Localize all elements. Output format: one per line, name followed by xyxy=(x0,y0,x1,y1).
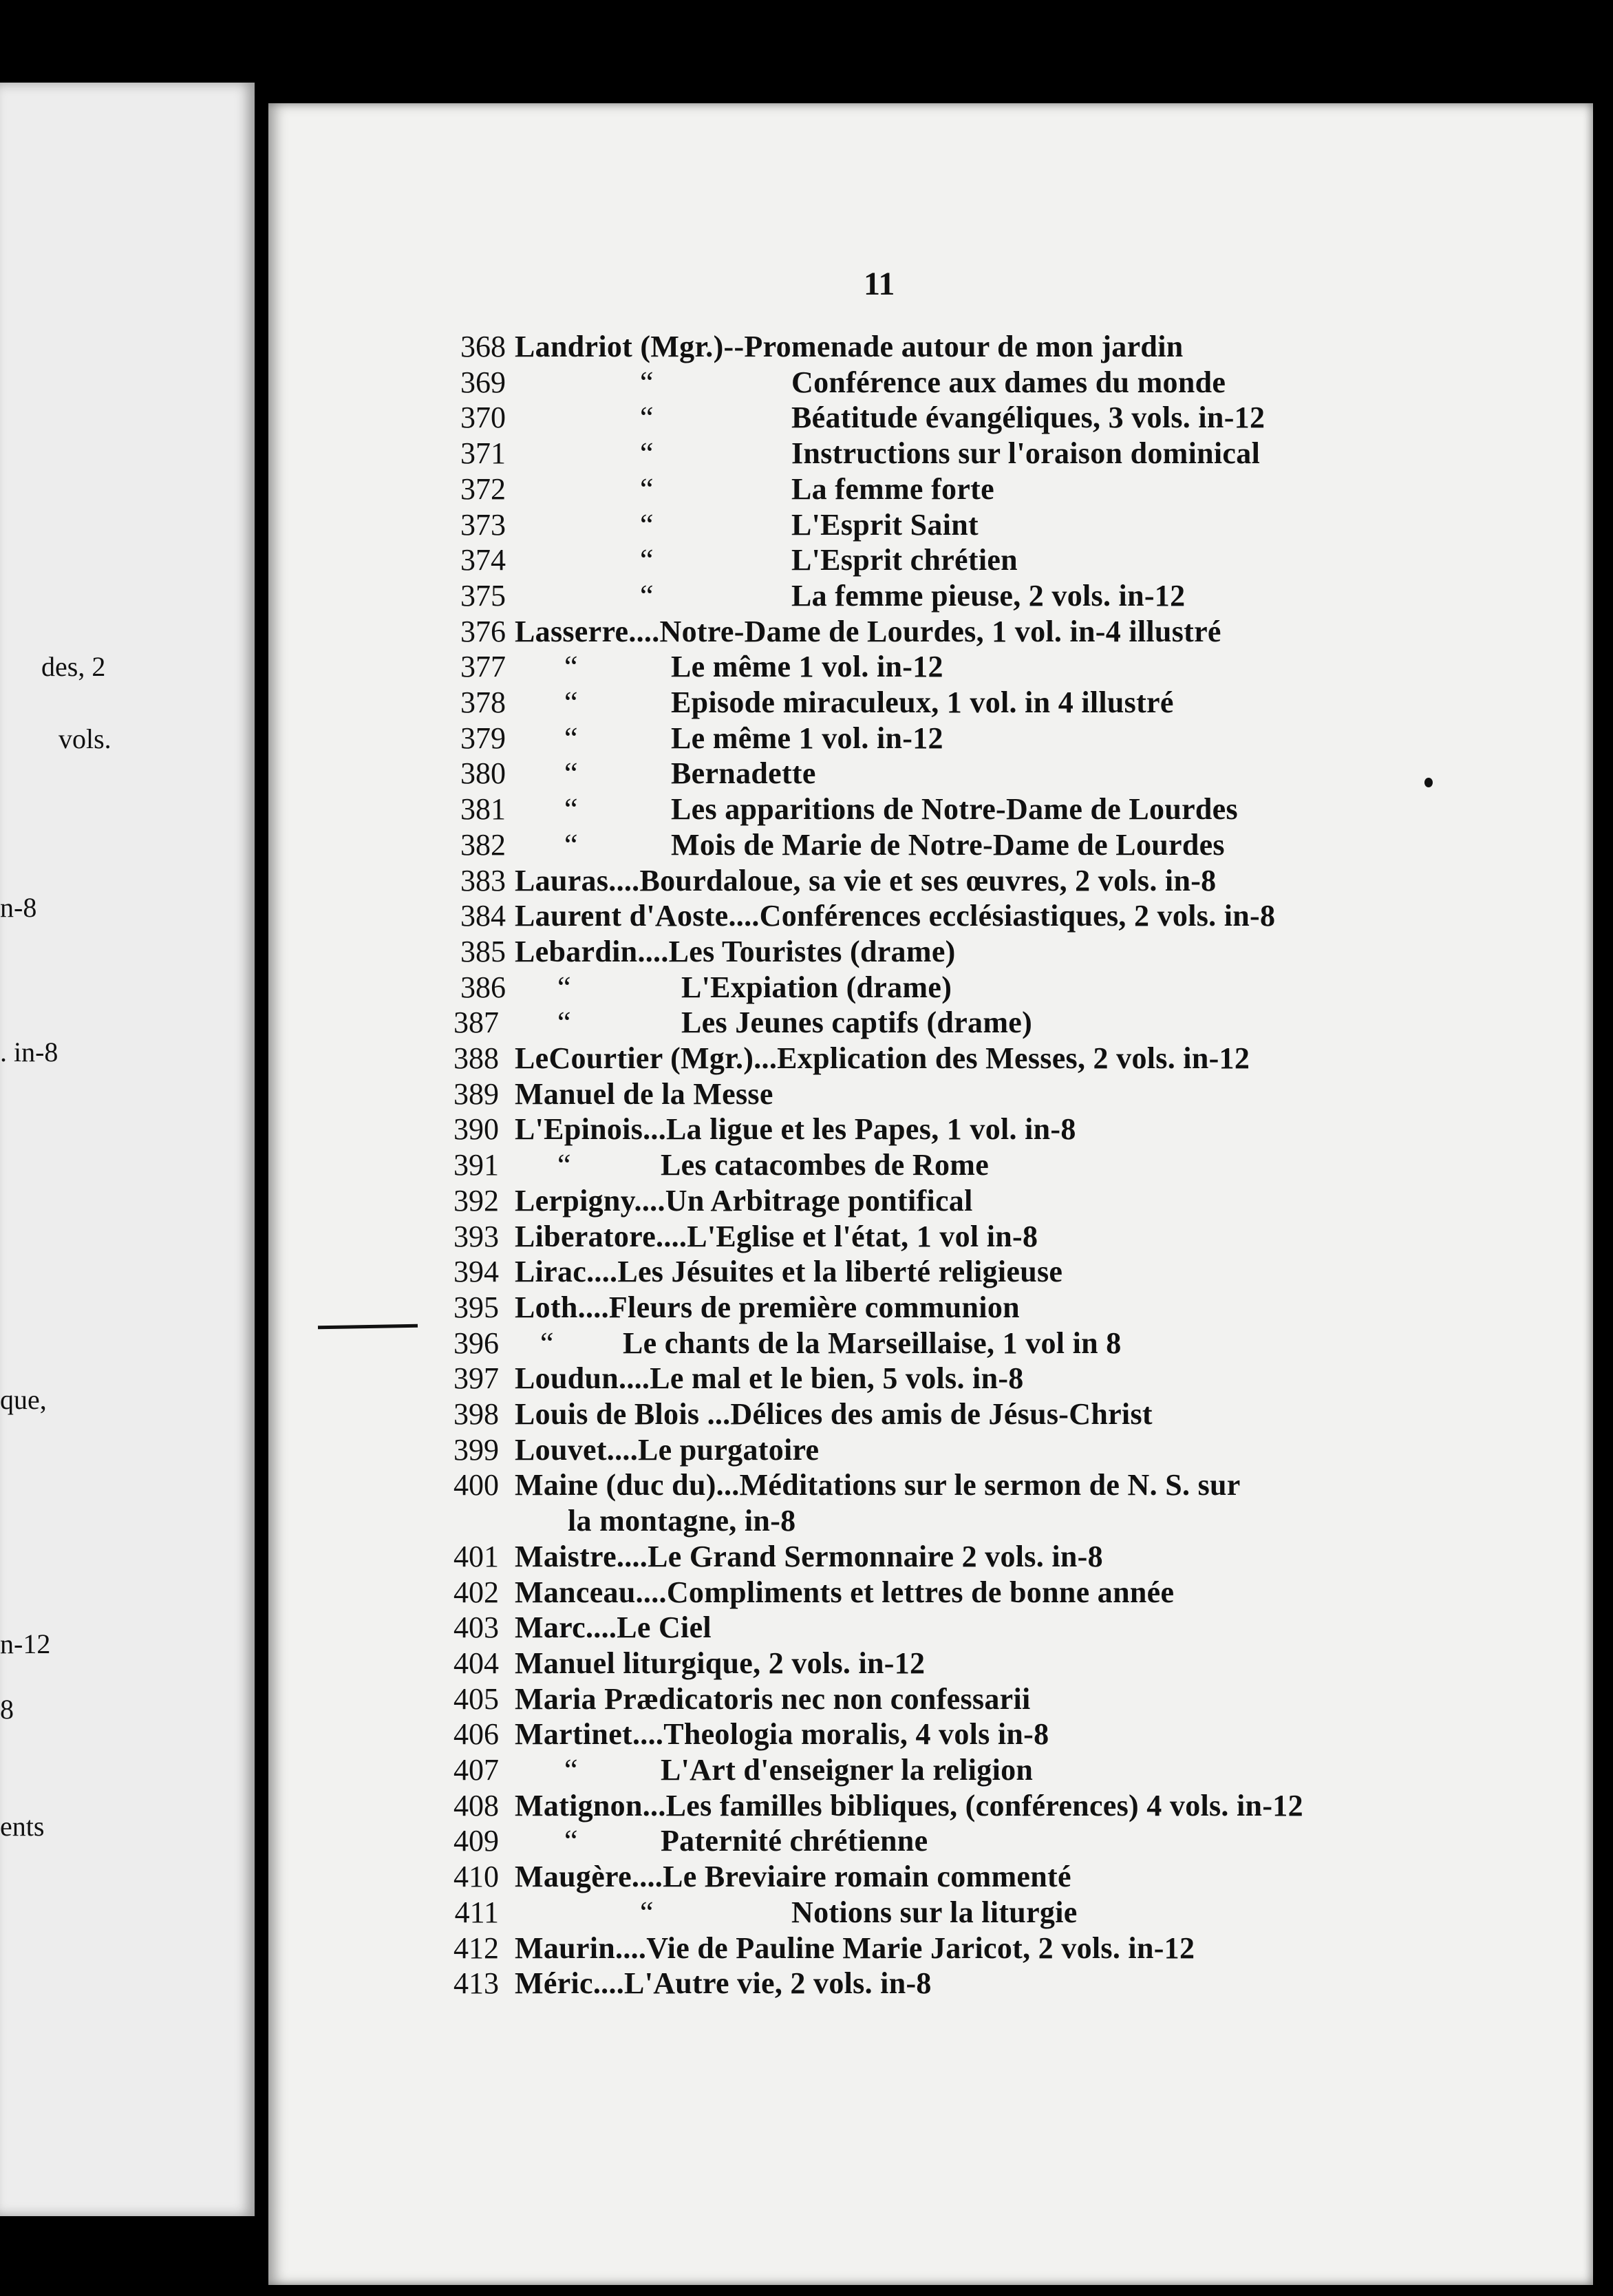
entry-number: 399 xyxy=(453,1432,499,1467)
entry-number: 396 xyxy=(453,1326,499,1360)
entry-number: 409 xyxy=(453,1824,499,1858)
catalog-entry xyxy=(0,1931,1613,1965)
entry-number: 380 xyxy=(460,756,506,791)
entry-number: 404 xyxy=(453,1646,499,1680)
catalog-entry xyxy=(0,1219,1613,1253)
catalog-entry xyxy=(0,1539,1613,1573)
entry-title: Louis de Blois ...Délices des amis de Jésus-Christ xyxy=(515,1397,1153,1431)
entry-number: 376 xyxy=(460,614,506,648)
left-fragment-text: que, xyxy=(0,1384,47,1415)
entry-title: Manuel de la Messe xyxy=(515,1076,773,1111)
catalog-entry xyxy=(0,898,1613,933)
catalog-entry xyxy=(0,1752,1613,1787)
entry-title: L'Art d'enseigner la religion xyxy=(661,1753,1034,1787)
entry-title: Instructions sur l'oraison dominical xyxy=(791,436,1261,471)
entry-number: 405 xyxy=(453,1681,499,1716)
entry-number: 389 xyxy=(453,1076,499,1111)
left-fragment-text: ents xyxy=(0,1811,45,1842)
entry-number: 381 xyxy=(460,792,506,827)
catalog-entry xyxy=(0,1005,1613,1039)
entry-number: 398 xyxy=(453,1397,499,1431)
entry-title: Béatitude évangéliques, 3 vols. in-12 xyxy=(791,401,1265,435)
catalog-entry xyxy=(0,578,1613,613)
entry-number: 379 xyxy=(460,721,506,755)
ditto-mark: “ xyxy=(640,1895,654,1929)
catalog-entry xyxy=(0,756,1613,790)
catalog-entry xyxy=(0,365,1613,399)
entry-number: 374 xyxy=(460,543,506,577)
catalog-entry xyxy=(0,827,1613,862)
catalog-entry xyxy=(0,542,1613,577)
ditto-mark: “ xyxy=(640,543,654,577)
entry-number: 375 xyxy=(460,578,506,613)
entry-title: Loudun....Le mal et le bien, 5 vols. in-8 xyxy=(515,1361,1024,1396)
ditto-mark: “ xyxy=(640,436,654,471)
left-fragment-text: vols. xyxy=(58,723,111,754)
entry-title: Lerpigny....Un Arbitrage pontifical xyxy=(515,1183,973,1218)
catalog-entry xyxy=(0,1112,1613,1146)
catalog-entry xyxy=(0,329,1613,363)
entry-title: Maugère....Le Breviaire romain commenté xyxy=(515,1860,1071,1894)
ditto-mark: “ xyxy=(564,827,578,862)
catalog-entry xyxy=(0,1254,1613,1288)
entry-title: L'Esprit Saint xyxy=(791,507,979,542)
catalog-entry-continuation xyxy=(0,1503,1613,1538)
catalog-entry xyxy=(0,1966,1613,2000)
entry-number: 393 xyxy=(453,1219,499,1253)
catalog-entry xyxy=(0,1467,1613,1502)
ditto-mark: “ xyxy=(564,756,578,791)
entry-number: 412 xyxy=(453,1931,499,1965)
entry-number: 411 xyxy=(454,1895,499,1929)
catalog-entry xyxy=(0,436,1613,470)
entry-title: Lauras....Bourdaloue, sa vie et ses œuvres, 2 vols. in-8 xyxy=(515,863,1217,897)
entry-number: 378 xyxy=(460,685,506,719)
entry-number: 384 xyxy=(460,899,506,933)
catalog-entry xyxy=(0,1575,1613,1609)
entry-title: Marc....Le Ciel xyxy=(515,1611,712,1645)
catalog-entry xyxy=(0,1823,1613,1858)
entry-title: Lebardin....Les Touristes (drame) xyxy=(515,934,956,968)
catalog-entry xyxy=(0,471,1613,506)
entry-number: 394 xyxy=(453,1255,499,1289)
entry-title: L'Expiation (drame) xyxy=(681,970,952,1004)
entry-number: 413 xyxy=(453,1966,499,2001)
entry-number: 406 xyxy=(453,1717,499,1752)
entry-title: Mois de Marie de Notre-Dame de Lourdes xyxy=(671,827,1225,862)
entry-number: 368 xyxy=(460,330,506,363)
entry-number: 397 xyxy=(453,1361,499,1396)
ink-dot-mark xyxy=(1424,778,1433,787)
entry-title: Le chants de la Marseillaise, 1 vol in 8 xyxy=(623,1326,1122,1360)
entry-title: Lasserre....Notre-Dame de Lourdes, 1 vol. in-4 illustré xyxy=(515,614,1221,648)
entry-title: Episode miraculeux, 1 vol. in 4 illustré xyxy=(671,685,1174,719)
entry-title: Conférence aux dames du monde xyxy=(791,365,1226,399)
catalog-entry xyxy=(0,1076,1613,1111)
entry-number: 400 xyxy=(453,1468,499,1502)
left-fragment-text: . in-8 xyxy=(0,1037,58,1067)
catalog-entry xyxy=(0,1859,1613,1893)
ditto-mark: “ xyxy=(640,471,654,506)
entry-title: L'Epinois...La ligue et les Papes, 1 vol. in-8 xyxy=(515,1112,1076,1147)
entry-number: 387 xyxy=(453,1006,499,1040)
entry-title: Manuel liturgique, 2 vols. in-12 xyxy=(515,1646,926,1680)
ditto-mark: “ xyxy=(640,401,654,435)
ditto-mark: “ xyxy=(564,792,578,827)
catalog-entry xyxy=(0,1290,1613,1324)
ditto-mark: “ xyxy=(564,721,578,755)
left-fragment-text: 8 xyxy=(0,1694,14,1725)
ditto-mark: “ xyxy=(557,1006,571,1040)
catalog-entry xyxy=(0,1895,1613,1929)
catalog-entry xyxy=(0,1041,1613,1075)
entry-title: La femme pieuse, 2 vols. in-12 xyxy=(791,578,1186,613)
entry-number: 377 xyxy=(460,650,506,684)
entry-number: 407 xyxy=(453,1753,499,1787)
entry-title: Louvet....Le purgatoire xyxy=(515,1432,820,1467)
catalog-entry xyxy=(0,1716,1613,1751)
entry-number: 373 xyxy=(460,507,506,542)
entry-number: 402 xyxy=(453,1575,499,1609)
catalog-entry xyxy=(0,649,1613,683)
entry-title: L'Esprit chrétien xyxy=(791,543,1018,577)
entry-title: Matignon...Les familles bibliques, (conférences) 4 vols. in-12 xyxy=(515,1788,1303,1822)
catalog-entry xyxy=(0,1147,1613,1182)
entry-title: Maistre....Le Grand Sermonnaire 2 vols. in-8 xyxy=(515,1539,1103,1573)
ditto-mark: “ xyxy=(557,1148,571,1182)
catalog-entry xyxy=(0,1788,1613,1822)
entry-number: 408 xyxy=(453,1788,499,1822)
catalog-entry xyxy=(0,934,1613,968)
entry-title: Landriot (Mgr.)--Promenade autour de mon jardin xyxy=(515,330,1184,363)
entry-title: Maurin....Vie de Pauline Marie Jaricot, 2 vols. in-12 xyxy=(515,1931,1195,1965)
catalog-entry xyxy=(0,863,1613,897)
entry-title: Maria Prædicatoris nec non confessarii xyxy=(515,1681,1031,1716)
entry-title: Bernadette xyxy=(671,756,816,791)
entry-title: Le même 1 vol. in-12 xyxy=(671,650,943,684)
ditto-mark: “ xyxy=(540,1326,554,1360)
entry-number: 372 xyxy=(460,471,506,506)
entry-title: Le même 1 vol. in-12 xyxy=(671,721,943,755)
ditto-mark: “ xyxy=(640,507,654,542)
catalog-entry xyxy=(0,1432,1613,1467)
entry-number: 369 xyxy=(460,365,506,399)
left-fragment-text: n-8 xyxy=(0,892,37,923)
catalog-entry xyxy=(0,1326,1613,1360)
entry-title: Notions sur la liturgie xyxy=(791,1895,1078,1929)
entry-title: La femme forte xyxy=(791,471,994,506)
catalog-entry xyxy=(0,1183,1613,1218)
entry-title: Manceau....Compliments et lettres de bonne année xyxy=(515,1575,1175,1609)
catalog-entry xyxy=(0,1646,1613,1680)
entry-number: 385 xyxy=(460,934,506,968)
catalog-entry xyxy=(0,1396,1613,1431)
entry-number: 370 xyxy=(460,401,506,435)
entry-number: 395 xyxy=(453,1290,499,1324)
entry-title: Les catacombes de Rome xyxy=(661,1148,990,1182)
entry-title: Maine (duc du)...Méditations sur le sermon de N. S. sur xyxy=(515,1468,1241,1502)
catalog-entry xyxy=(0,721,1613,755)
entry-title: Paternité chrétienne xyxy=(661,1824,928,1858)
ditto-mark: “ xyxy=(557,970,571,1004)
catalog-entry xyxy=(0,791,1613,826)
entry-number: 386 xyxy=(460,970,506,1004)
entry-title: Les Jeunes captifs (drame) xyxy=(681,1006,1033,1040)
ditto-mark: “ xyxy=(564,1824,578,1858)
catalog-entry xyxy=(0,1610,1613,1644)
entry-number: 390 xyxy=(453,1112,499,1147)
page-number: 11 xyxy=(864,266,895,302)
entry-title-continuation: la montagne, in-8 xyxy=(568,1504,796,1538)
catalog-entry xyxy=(0,970,1613,1004)
catalog-entry xyxy=(0,400,1613,434)
catalog-entry xyxy=(0,614,1613,648)
ditto-mark: “ xyxy=(640,365,654,399)
entry-number: 388 xyxy=(453,1041,499,1075)
entry-number: 403 xyxy=(453,1611,499,1645)
ditto-mark: “ xyxy=(640,578,654,613)
entry-title: Les apparitions de Notre-Dame de Lourdes xyxy=(671,792,1238,827)
catalog-entry xyxy=(0,685,1613,719)
entry-title: Liberatore....L'Eglise et l'état, 1 vol in-8 xyxy=(515,1219,1038,1253)
catalog-entry xyxy=(0,1681,1613,1716)
left-fragment-text: n-12 xyxy=(0,1628,51,1659)
ditto-mark: “ xyxy=(564,685,578,719)
catalog-entry xyxy=(0,1361,1613,1395)
entry-number: 401 xyxy=(453,1539,499,1573)
entry-number: 392 xyxy=(453,1183,499,1218)
ditto-mark: “ xyxy=(564,650,578,684)
ditto-mark: “ xyxy=(564,1753,578,1787)
entry-title: Lirac....Les Jésuites et la liberté religieuse xyxy=(515,1255,1063,1289)
entry-title: Martinet....Theologia moralis, 4 vols in-8 xyxy=(515,1717,1049,1752)
entry-number: 410 xyxy=(453,1860,499,1894)
entry-number: 391 xyxy=(453,1148,499,1182)
left-fragment-text: des, 2 xyxy=(41,651,106,682)
entry-number: 371 xyxy=(460,436,506,471)
entry-title: Loth....Fleurs de première communion xyxy=(515,1290,1020,1324)
entry-title: LeCourtier (Mgr.)...Explication des Messes, 2 vols. in-12 xyxy=(515,1041,1250,1075)
entry-title: Laurent d'Aoste....Conférences ecclésiastiques, 2 vols. in-8 xyxy=(515,899,1276,933)
catalog-entry xyxy=(0,507,1613,542)
entry-number: 382 xyxy=(460,827,506,862)
entry-number: 383 xyxy=(460,863,506,897)
entry-title: Méric....L'Autre vie, 2 vols. in-8 xyxy=(515,1966,932,2001)
